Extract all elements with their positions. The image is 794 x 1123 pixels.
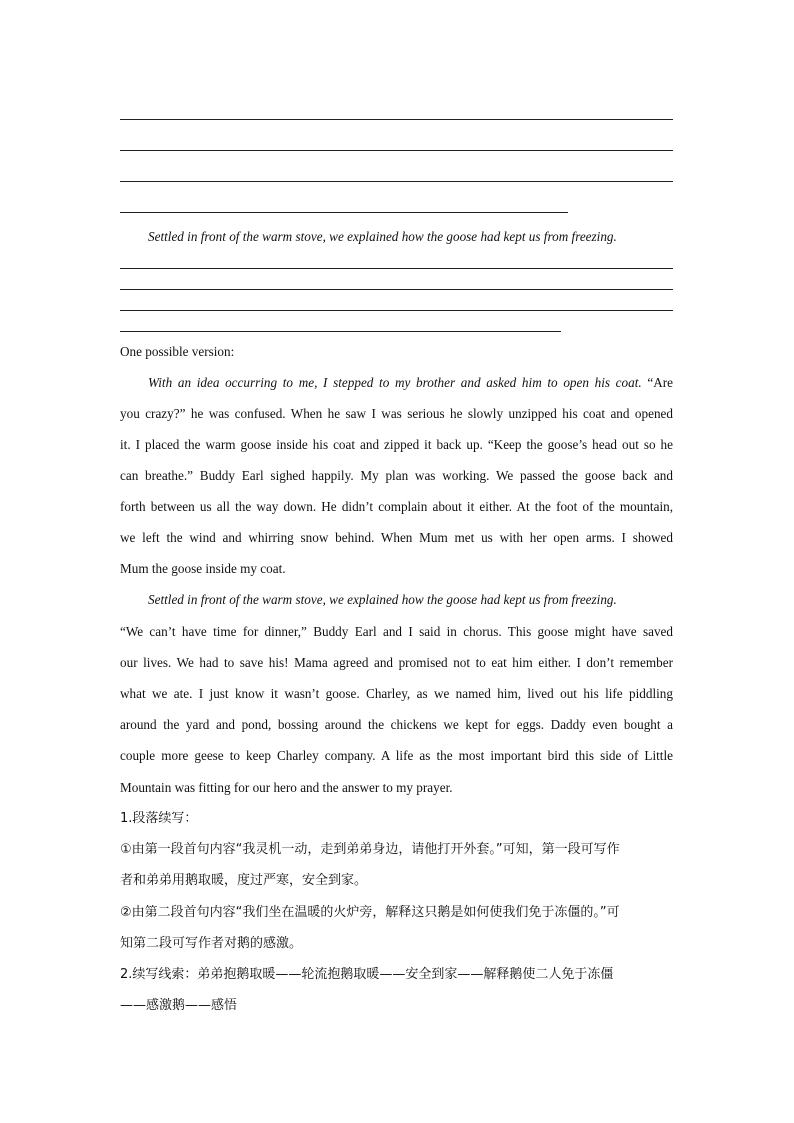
answer-para1-line: it. I placed the warm goose inside his coat and zipped it back up. “Keep the goose’s head out so he [120,437,673,452]
analysis-line: ①由第一段首句内容“我灵机一动，走到弟弟身边，请他打开外套。”可知，第一段可写作 [120,842,620,857]
answer-para2-line: “We can’t have time for dinner,” Buddy Earl and I said in chorus. This goose might have saved [120,624,673,639]
answer-para2-line: couple more geese to keep Charley company. A life as the most important bird this side of Little [120,748,673,763]
analysis-line: 者和弟弟用鹅取暖，度过严寒，安全到家。 [120,873,368,888]
writing-line [120,331,561,332]
answer-para1-line [120,374,673,392]
writing-line [120,212,568,213]
answer-para1-line-tail: “Are [641,375,673,390]
answer-para2-line: around the yard and pond, bossing around the chickens we kept for eggs. Daddy even bought a [120,717,673,732]
answer-para2-line: what we ate. I just know it wasn’t goose. Charley, as we named him, lived out his life piddling [120,686,673,701]
answer-para1-line: Mum the goose inside my coat. [120,561,286,576]
answer-para2-opening-sentence: Settled in front of the warm stove, we explained how the goose had kept us from freezing. [148,592,617,607]
analysis-clue-line: ——感激鹅——感悟 [120,998,238,1013]
answer-heading: One possible version: [120,344,235,359]
answer-para2-line: our lives. We had to save his! Mama agreed and promised not to eat him either. I don’t remember [120,655,673,670]
answer-para2-line: Mountain was fitting for our hero and the answer to my prayer. [120,780,453,795]
writing-line [120,310,673,311]
writing-line [120,150,673,151]
writing-line [120,289,673,290]
analysis-line: ②由第二段首句内容“我们坐在温暖的火炉旁，解释这只鹅是如何使我们免于冻僵的。”可 [120,905,620,920]
answer-para1-opening-sentence: With an idea occurring to me, I stepped to my brother and asked him to open his coat. [148,375,642,390]
analysis-heading: 1.段落续写： [120,811,198,826]
answer-para1-line: you crazy?” he was confused. When he saw I was serious he slowly unzipped his coat and opened [120,406,673,421]
answer-para1-line: we left the wind and whirring snow behind. When Mum met us with her open arms. I showed [120,530,673,545]
writing-line [120,181,673,182]
answer-para1-line: can breathe.” Buddy Earl sighed happily. My plan was working. We passed the goose back and [120,468,673,483]
analysis-line: 知第二段可写作者对鹅的感激。 [120,936,303,951]
paragraph-2-start-sentence: Settled in front of the warm stove, we explained how the goose had kept us from freezing. [148,229,617,244]
answer-para1-line: forth between us all the way down. He didn’t complain about it either. At the foot of the mountain, [120,499,673,514]
analysis-clue-line: 2.续写线索：弟弟抱鹅取暖——轮流抱鹅取暖——安全到家——解释鹅使二人免于冻僵 [120,967,614,982]
writing-line [120,119,673,120]
writing-line [120,268,673,269]
